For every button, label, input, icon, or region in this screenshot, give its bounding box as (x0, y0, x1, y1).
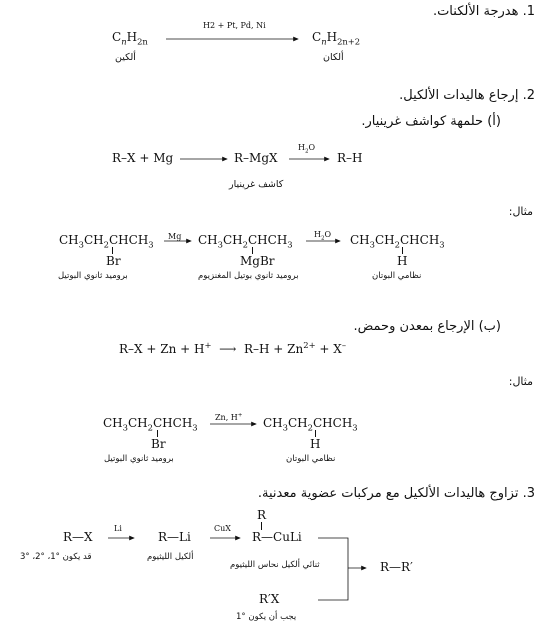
ex2-product: $CH_3CH_2CHCH_3$ (263, 416, 358, 433)
ex1-intermediate-name: بروميد ثانوي بوتيل المغنزيوم (198, 271, 299, 281)
ex1-mg-reagent: Mg (168, 232, 182, 241)
alkene-formula: $C_nH_{2n}$ (112, 30, 148, 47)
r3-organolithium-name: ألكيل الليثيوم (147, 552, 194, 562)
r3-reactant: R—X (63, 530, 93, 544)
ex2-reactant-name: بروميد ثانوي البوتيل (104, 454, 174, 464)
ex1-reactant-substituent: Br (106, 254, 121, 268)
ex2-reactant: $CH_3CH_2CHCH_3$ (103, 416, 198, 433)
example-label-2: مثال: (508, 375, 533, 388)
r2b-equation: R–X + Zn + H+ ⟶ $R-H + Zn^{2+} + X^-$ (119, 340, 347, 356)
ex1-product-bond (402, 247, 403, 254)
ex1-intermediate-substituent: MgBr (240, 254, 275, 268)
r3-reactant-note: قد يكون °1، °2، °3 (20, 552, 92, 562)
grignard-name: كاشف غرينيار (229, 179, 284, 190)
r3-product: R—R′ (380, 560, 413, 574)
ex2-reactant-bond (157, 430, 158, 437)
ex2-reactant-substituent: Br (151, 437, 166, 451)
example-label-1: مثال: (508, 205, 533, 218)
r3-partner-note: يجب أن يكون °1 (236, 612, 297, 622)
r2a-reactants: R–X + Mg (112, 151, 174, 165)
alkane-name: ألكان (323, 52, 344, 63)
section-2b-title: (ب) الإرجاع بمعدن وحمض. (353, 319, 501, 334)
ex1-reactant: $CH_3CH_2CHCH_3$ (59, 233, 154, 250)
ex1-intermediate-bond (252, 247, 253, 254)
r3-cux-reagent: CuX (214, 524, 231, 533)
grignard-reagent: R–MgX (234, 151, 278, 165)
r2a-product: R–H (337, 151, 363, 165)
section-3-title: 3. تزاوج هاليدات الألكيل مع مركبات عضوية معدنية. (257, 486, 535, 501)
section-1-title: 1. هدرجة الألكنات. (432, 4, 535, 19)
alkene-name: ألكين (115, 52, 136, 63)
section-2a-title: (أ) حلمهة كواشف غرينيار. (361, 114, 501, 129)
ex2-reagent: Zn, H+ (215, 412, 243, 422)
r3-cuprate-bond (261, 522, 262, 530)
bracket-combine (318, 538, 348, 600)
ex1-reactant-name: بروميد ثانوي البوتيل (58, 271, 128, 281)
section-2-title: 2. إرجاع هاليدات الألكيل. (399, 88, 535, 103)
r3-organolithium: R—Li (158, 530, 191, 544)
ex1-h2o-reagent: $H_2O$ (314, 230, 332, 242)
r3-coupling-partner: R′X (259, 592, 280, 606)
r3-cuprate: R—CuLi (252, 530, 302, 544)
water-reagent: $H_2O$ (298, 143, 316, 155)
alkane-formula: $C_nH_{2n+2}$ (312, 30, 361, 47)
ex2-product-bond (315, 430, 316, 437)
ex1-product-substituent: H (397, 254, 408, 268)
r3-cuprate-name: ثنائي ألكيل نحاس الليثيوم (230, 560, 320, 570)
ex1-product: $CH_3CH_2CHCH_3$ (350, 233, 445, 250)
ex1-reactant-bond (112, 247, 113, 254)
hydrogenation-conditions: H2 + Pt, Pd, Ni (203, 21, 266, 30)
ex1-product-name: نظامي البوتان (372, 271, 422, 281)
ex2-product-name: نظامي البوتان (286, 454, 336, 464)
r3-li-reagent: Li (114, 524, 122, 533)
ex1-intermediate: $CH_3CH_2CHCH_3$ (198, 233, 293, 250)
ex2-product-substituent: H (310, 437, 321, 451)
r3-cuprate-top-r: R (257, 508, 267, 522)
